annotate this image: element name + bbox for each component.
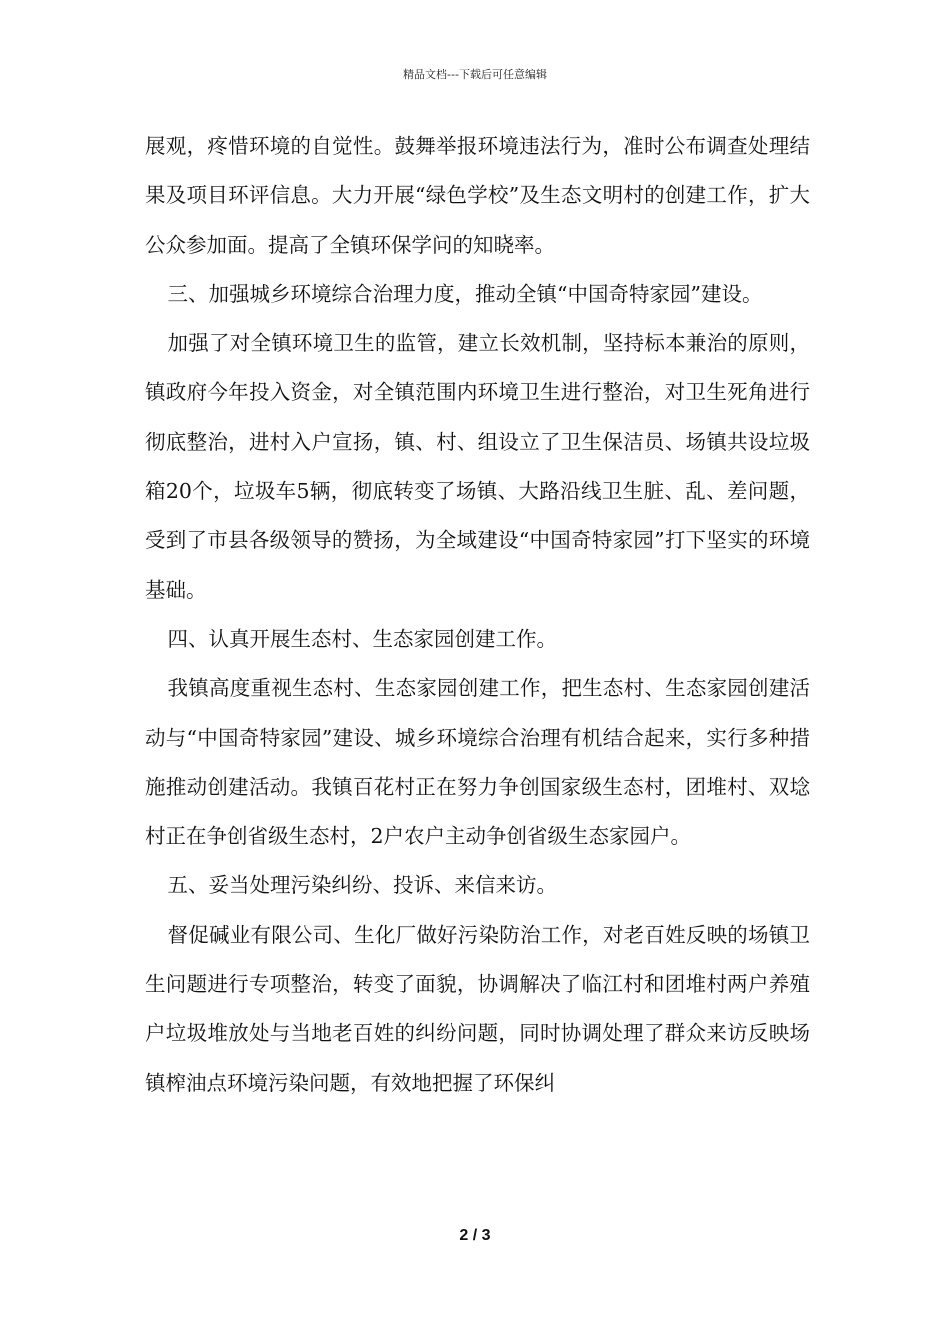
paragraph-section-3: 加强了对全镇环境卫生的监管，建立长效机制，坚持标本兼治的原则，镇政府今年投入资金，对全镇范围内环境卫生进行整治，对卫生死角进行彻底整治，进村入户宣扬，镇、村、组设立了卫生保洁员、场镇共设垃圾箱20个，垃圾车5辆，彻底转变了场镇、大路沿线卫生脏、乱、差问题，受到了市县各级领导的赞扬，为全域建设“中国奇特家园”打下坚实的环境基础。 xyxy=(145,331,810,602)
page-number: 2 / 3 xyxy=(459,1227,491,1244)
section-heading-3: 三、加强城乡环境综合治理力度，推动全镇“中国奇特家园”建设。 xyxy=(167,281,763,306)
paragraph-section-5: 督促碱业有限公司、生化厂做好污染防治工作，对老百姓反映的场镇卫生问题进行专项整治，转变了面貌，协调解决了临江村和团堆村两户养殖户垃圾堆放处与当地老百姓的纠纷问题，同时协调处理了群众来访反映场镇榨油点环境污染问题，有效地把握了环保纠 xyxy=(145,922,810,1095)
paragraph-section-4: 我镇高度重视生态村、生态家园创建工作，把生态村、生态家园创建活动与“中国奇特家园”建设、城乡环境综合治理有机结合起来，实行多种措施推动创建活动。我镇百花村正在努力争创国家级生态村，团堆村、双埝村正在争创省级生态村，2户农户主动争创省级生态家园户。 xyxy=(145,676,810,849)
page-header: 精品文档---下载后可任意编辑 xyxy=(403,68,547,81)
document-body xyxy=(145,122,810,1108)
section-heading-4: 四、认真开展生态村、生态家园创建工作。 xyxy=(167,626,558,651)
paragraph-continued: 展观，疼惜环境的自觉性。鼓舞举报环境违法行为，准时公布调查处理结果及项目环评信息。大力开展“绿色学校”及生态文明村的创建工作，扩大公众参加面。提高了全镇环保学问的知晓率。 xyxy=(145,134,810,257)
section-heading-5: 五、妥当处理污染纠纷、投诉、来信来访。 xyxy=(167,873,558,898)
